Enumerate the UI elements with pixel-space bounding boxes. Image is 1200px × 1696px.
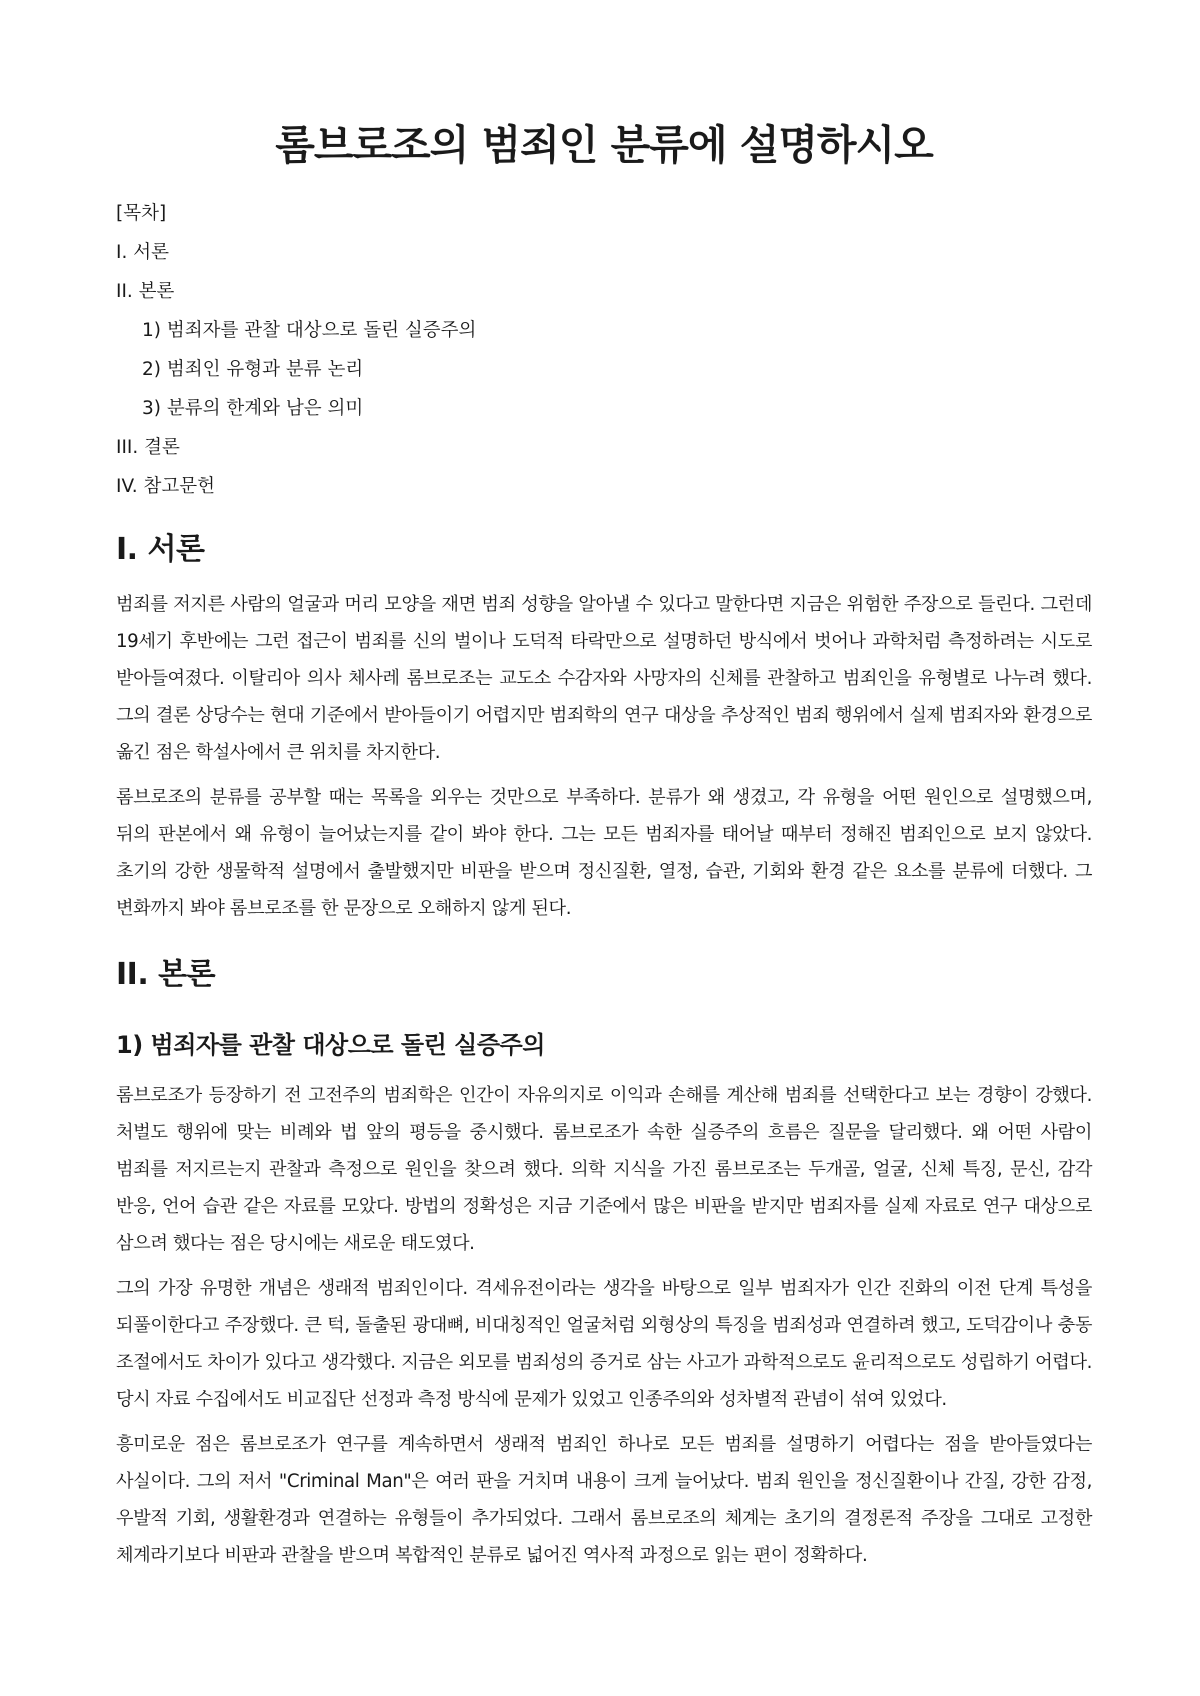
toc-item-body-sub1: 1) 범죄자를 관찰 대상으로 돌린 실증주의 xyxy=(142,320,477,341)
intro-paragraph-2: 롬브로조의 분류를 공부할 때는 목록을 외우는 것만으로 부족하다. 분류가 왜 생겼고, 각 유형을 어떤 원인으로 설명했으며, 뒤의 판본에서 왜 유형이 늘어났는지를 같이 봐야 한다. 그는 모든 범죄자를 태어날 때부터 정해진 범죄인으로 보지 않았다. 초기의 강한 생물학적 설명에서 출발했지만 비판을 받으며 정신질환, 열정, 습관, 기회와 환경 같은 요소를 분류에 더했다. 그 변화까지 봐야 롬브로조를 한 문장으로 오해하지 않게 된다. xyxy=(116,787,1092,919)
toc-heading: [목차] xyxy=(116,203,167,224)
table-of-contents xyxy=(116,194,1092,506)
body-paragraph-3: 흥미로운 점은 롬브로조가 연구를 계속하면서 생래적 범죄인 하나로 모든 범죄를 설명하기 어렵다는 점을 받아들였다는 사실이다. 그의 저서 "Criminal Man"은 여러 판을 거치며 내용이 크게 늘어났다. 범죄 원인을 정신질환이나 간질, 강한 감정, 우발적 기회, 생활환경과 연결하는 유형들이 추가되었다. 그래서 롬브로조의 체계는 초기의 결정론적 주장을 그대로 고정한 체계라기보다 비판과 관찰을 받으며 복합적인 분류로 넓어진 역사적 과정으로 읽는 편이 정확하다. xyxy=(116,1434,1092,1566)
document-title: 롬브로조의 범죄인 분류에 설명하시오 xyxy=(275,121,933,169)
section-heading-intro: I. 서론 xyxy=(116,532,205,567)
toc-item-body-sub2: 2) 범죄인 유형과 분류 논리 xyxy=(142,359,364,380)
toc-item-intro: I. 서론 xyxy=(116,242,169,263)
toc-item-body: II. 본론 xyxy=(116,281,175,302)
body-paragraph-2: 그의 가장 유명한 개념은 생래적 범죄인이다. 격세유전이라는 생각을 바탕으로 일부 범죄자가 인간 진화의 이전 단계 특성을 되풀이한다고 주장했다. 큰 턱, 돌출된 광대뼈, 비대칭적인 얼굴처럼 외형상의 특징을 범죄성과 연결하려 했고, 도덕감이나 충동 조절에서도 차이가 있다고 생각했다. 지금은 외모를 범죄성의 증거로 삼는 사고가 과학적으로도 윤리적으로도 성립하기 어렵다. 당시 자료 수집에서도 비교집단 선정과 측정 방식에 문제가 있었고 인종주의와 성차별적 관념이 섞여 있었다. xyxy=(116,1278,1092,1410)
toc-item-references: IV. 참고문헌 xyxy=(116,476,215,497)
toc-item-body-sub3: 3) 분류의 한계와 남은 의미 xyxy=(142,398,364,419)
section-heading-body: II. 본론 xyxy=(116,957,216,992)
body-paragraph-1: 롬브로조가 등장하기 전 고전주의 범죄학은 인간이 자유의지로 이익과 손해를 계산해 범죄를 선택한다고 보는 경향이 강했다. 처벌도 행위에 맞는 비례와 법 앞의 평등을 중시했다. 롬브로조가 속한 실증주의 흐름은 질문을 달리했다. 왜 어떤 사람이 범죄를 저지르는지 관찰과 측정으로 원인을 찾으려 했다. 의학 지식을 가진 롬브로조는 두개골, 얼굴, 신체 특징, 문신, 감각 반응, 언어 습관 같은 자료를 모았다. 방법의 정확성은 지금 기준에서 많은 비판을 받지만 범죄자를 실제 자료로 연구 대상으로 삼으려 했다는 점은 당시에는 새로운 태도였다. xyxy=(116,1085,1092,1254)
toc-item-conclusion: III. 결론 xyxy=(116,437,180,458)
section-body xyxy=(116,953,1092,1574)
section-intro xyxy=(116,528,1092,927)
intro-paragraph-1: 범죄를 저지른 사람의 얼굴과 머리 모양을 재면 범죄 성향을 알아낼 수 있다고 말한다면 지금은 위험한 주장으로 들린다. 그런데 19세기 후반에는 그런 접근이 범죄를 신의 벌이나 도덕적 타락만으로 설명하던 방식에서 벗어나 과학처럼 측정하려는 시도로 받아들여졌다. 이탈리아 의사 체사레 롬브로조는 교도소 수감자와 사망자의 신체를 관찰하고 범죄인을 유형별로 나누려 했다. 그의 결론 상당수는 현대 기준에서 받아들이기 어렵지만 범죄학의 연구 대상을 추상적인 범죄 행위에서 실제 범죄자와 환경으로 옮긴 점은 학설사에서 큰 위치를 차지한다. xyxy=(116,594,1092,763)
subsection-heading-positivism: 1) 범죄자를 관찰 대상으로 돌린 실증주의 xyxy=(116,1031,545,1059)
